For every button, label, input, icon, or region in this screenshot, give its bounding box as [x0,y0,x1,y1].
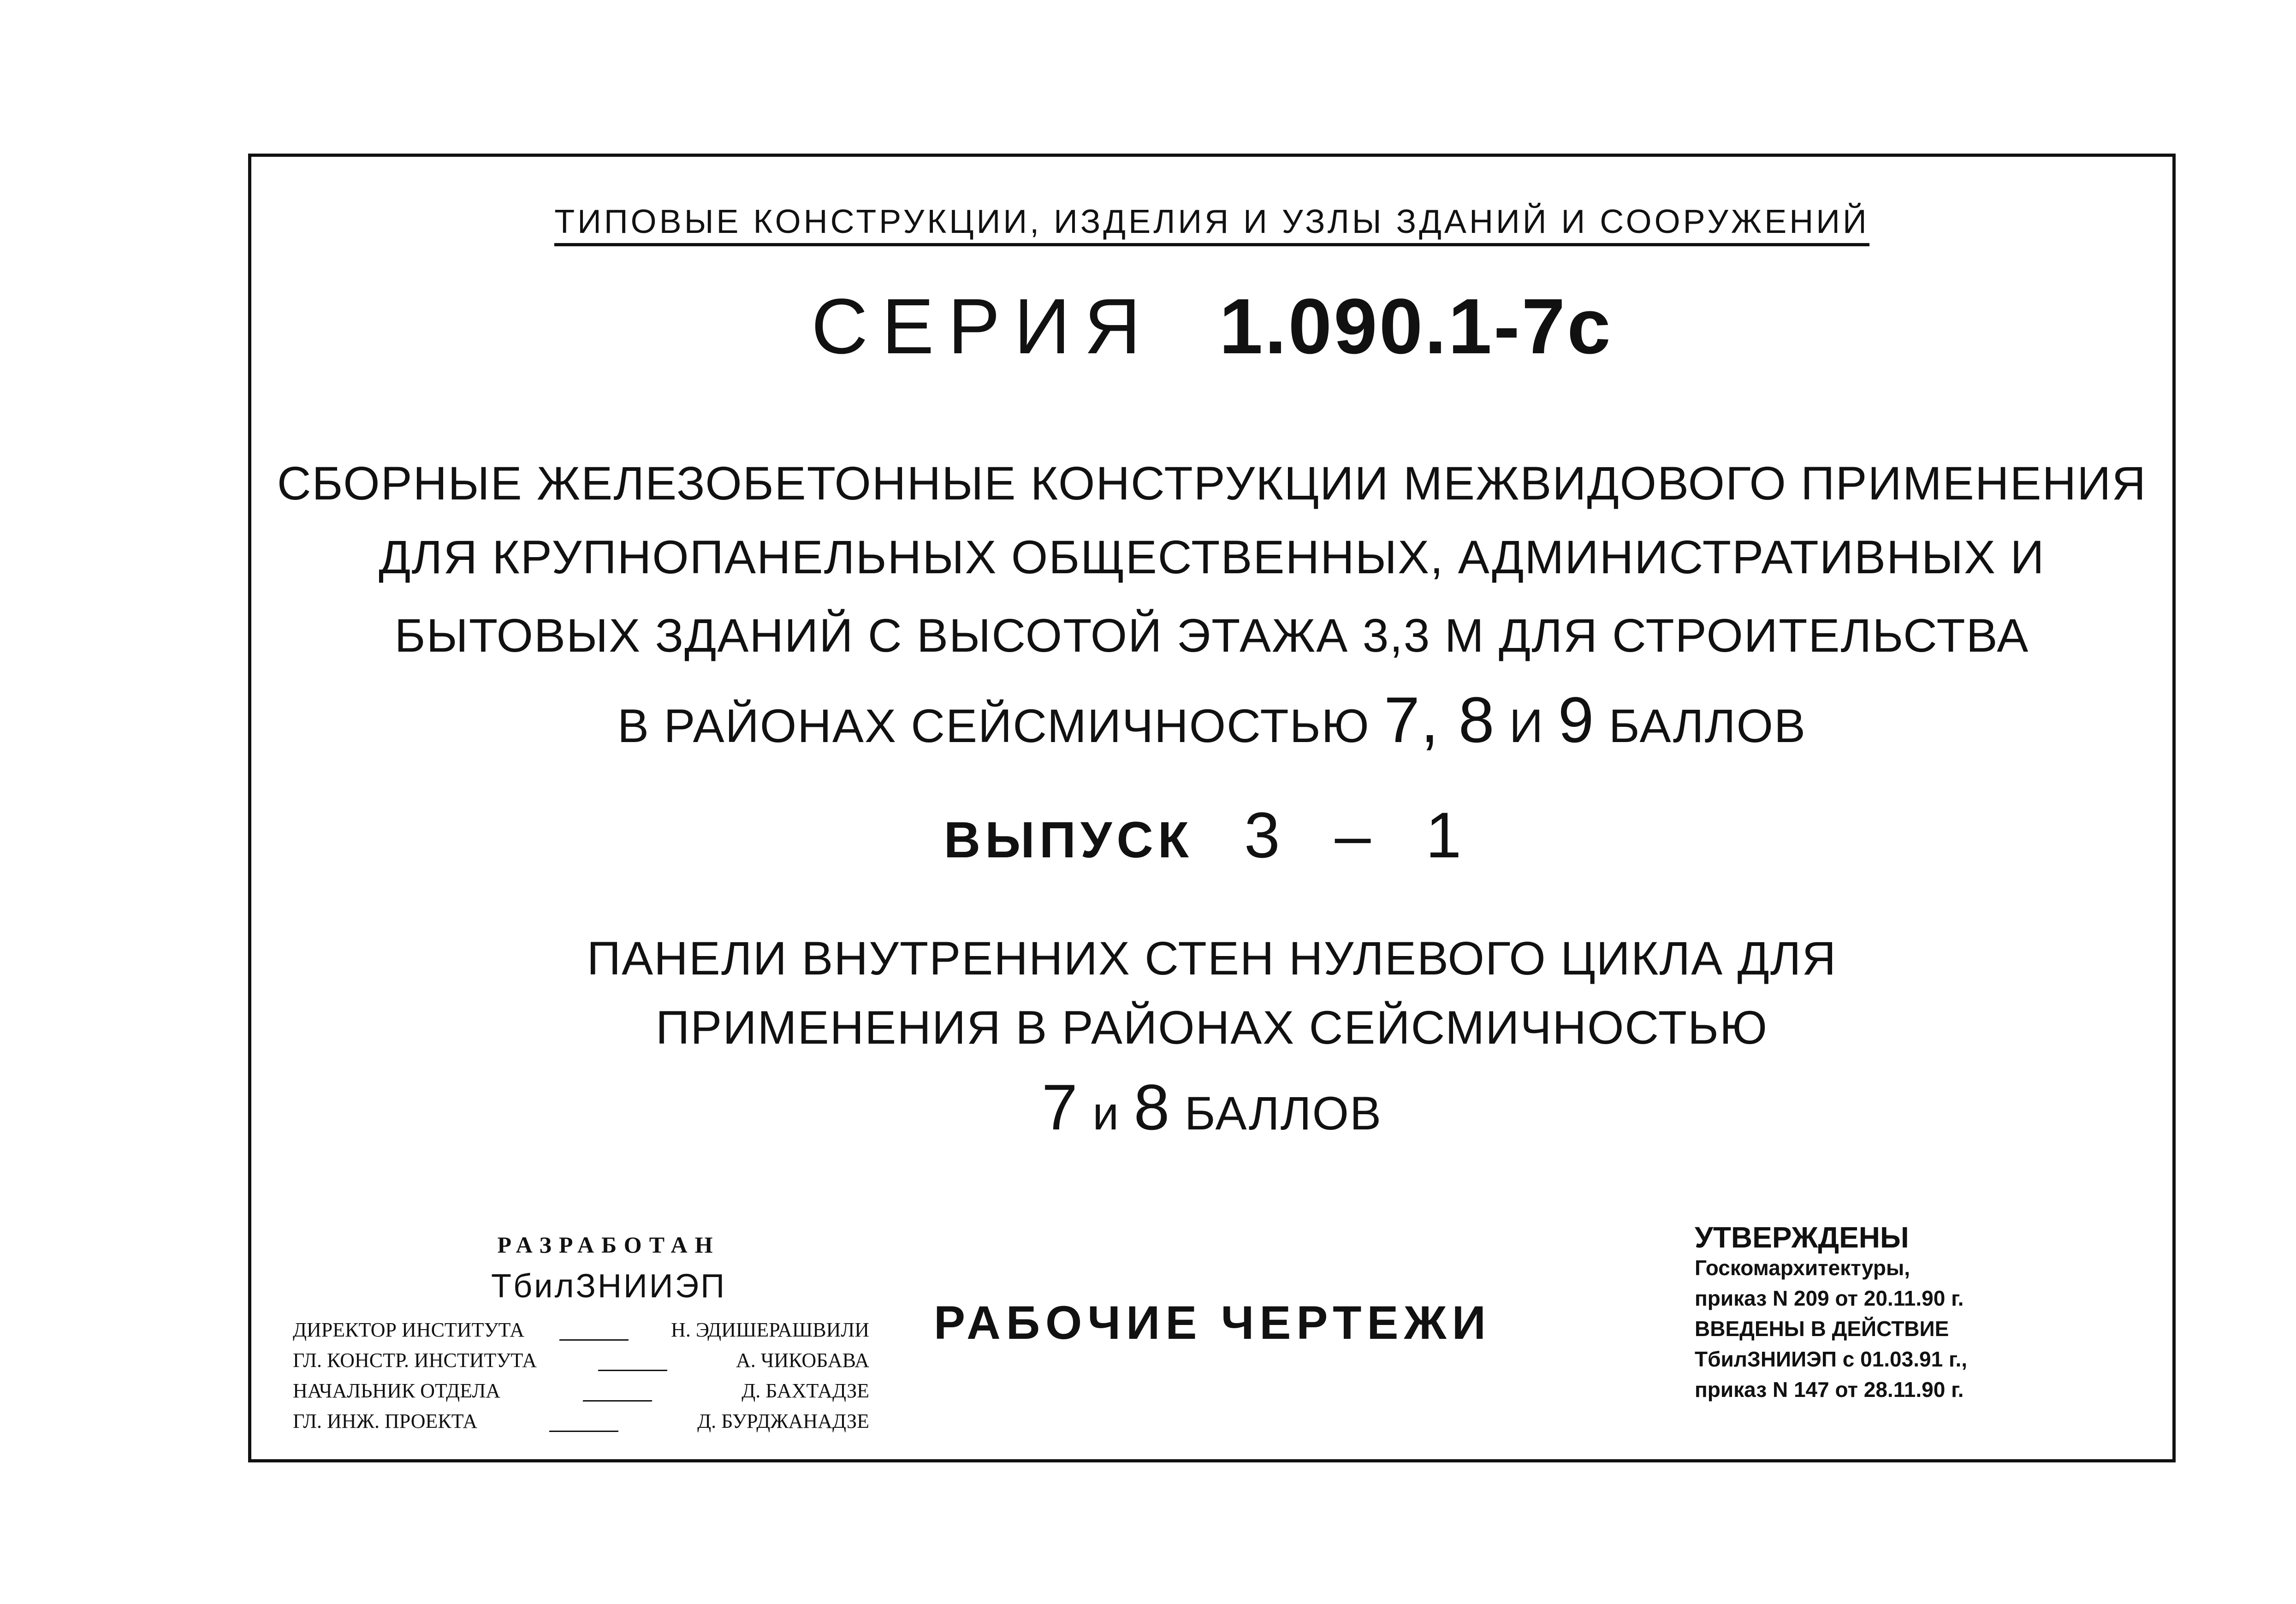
staff-name: Д. БУРДЖАНАДЗЕ [697,1409,869,1432]
approved-line: Госкомархитектуры, [1695,1256,1910,1280]
staff-role: ДИРЕКТОР ИНСТИТУТА [293,1318,525,1341]
panels-line-3 [251,1070,2172,1145]
developed-title: РАЗРАБОТАН [497,1232,720,1258]
description-prefix: В РАЙОНАХ СЕЙСМИЧНОСТЬЮ [617,700,1370,752]
issue-label: ВЫПУСК [943,812,1193,868]
approved-line: приказ N 147 от 28.11.90 г. [1695,1378,1964,1402]
signature-mark [559,1319,636,1341]
panels-line-2: ПРИМЕНЕНИЯ В РАЙОНАХ СЕЙСМИЧНОСТЬЮ [655,1001,1768,1054]
signature-mark [598,1349,675,1371]
approved-block [1695,1222,1967,1405]
staff-role: ГЛ. ИНЖ. ПРОЕКТА [293,1409,478,1432]
staff-row [293,1375,869,1406]
issue-line [251,798,2172,873]
title-sheet-frame [248,154,2176,1462]
description-line-4 [251,683,2172,757]
staff-name: Д. БАХТАДЗЕ [742,1379,869,1402]
approved-line: приказ N 209 от 20.11.90 г. [1695,1286,1964,1310]
signature-mark [549,1410,626,1432]
panels-value-8: 8 [1133,1071,1171,1143]
staff-list [293,1314,869,1436]
work-drawings-label: РАБОЧИЕ ЧЕРТЕЖИ [934,1296,1491,1349]
staff-role: НАЧАЛЬНИК ОТДЕЛА [293,1379,501,1402]
header-line [251,203,2172,241]
series-number: 1.090.1-7с [1219,283,1613,370]
description-suffix: БАЛЛОВ [1608,700,1806,752]
series-line [251,281,2172,372]
approved-title: УТВЕРЖДЕНЫ [1695,1221,1909,1254]
developed-block [293,1231,869,1436]
approved-line: ТбилЗНИИЭП с 01.03.91 г., [1695,1347,1968,1371]
series-label: СЕРИЯ [811,283,1155,370]
description-and: И [1509,700,1544,752]
approved-line: ВВЕДЕНЫ В ДЕЙСТВИЕ [1695,1317,1949,1341]
staff-row [293,1314,869,1345]
staff-role: ГЛ. КОНСТР. ИНСТИТУТА [293,1349,537,1372]
header-text: ТИПОВЫЕ КОНСТРУКЦИИ, ИЗДЕЛИЯ И УЗЛЫ ЗДАНИЙ И СООРУЖЕНИЙ [554,203,1869,246]
description-line-3: БЫТОВЫХ ЗДАНИЙ С ВЫСОТОЙ ЭТАЖА 3,3 М ДЛЯ СТРОИТЕЛЬСТВА [394,609,2029,662]
staff-name: А. ЧИКОБАВА [736,1349,869,1372]
seismic-values: 7, 8 [1384,683,1495,756]
panels-line-1: ПАНЕЛИ ВНУТРЕННИХ СТЕН НУЛЕВОГО ЦИКЛА ДЛЯ [587,932,1837,985]
description-line-1: СБОРНЫЕ ЖЕЛЕЗОБЕТОННЫЕ КОНСТРУКЦИИ МЕЖВИДОВОГО ПРИМЕНЕНИЯ [277,457,2147,510]
staff-row [293,1406,869,1436]
panels-and: и [1092,1087,1120,1140]
panels-value-7: 7 [1042,1071,1079,1143]
seismic-value-9: 9 [1558,683,1595,756]
panels-suffix: БАЛЛОВ [1184,1087,1382,1140]
issue-number: 3 – 1 [1244,799,1480,871]
signature-mark [582,1380,659,1402]
developed-org: ТбилЗНИИЭП [491,1268,726,1305]
description-line-2: ДЛЯ КРУПНОПАНЕЛЬНЫХ ОБЩЕСТВЕННЫХ, АДМИНИСТРАТИВНЫХ И [379,531,2045,583]
staff-name: Н. ЭДИШЕРАШВИЛИ [671,1318,869,1341]
staff-row [293,1345,869,1375]
